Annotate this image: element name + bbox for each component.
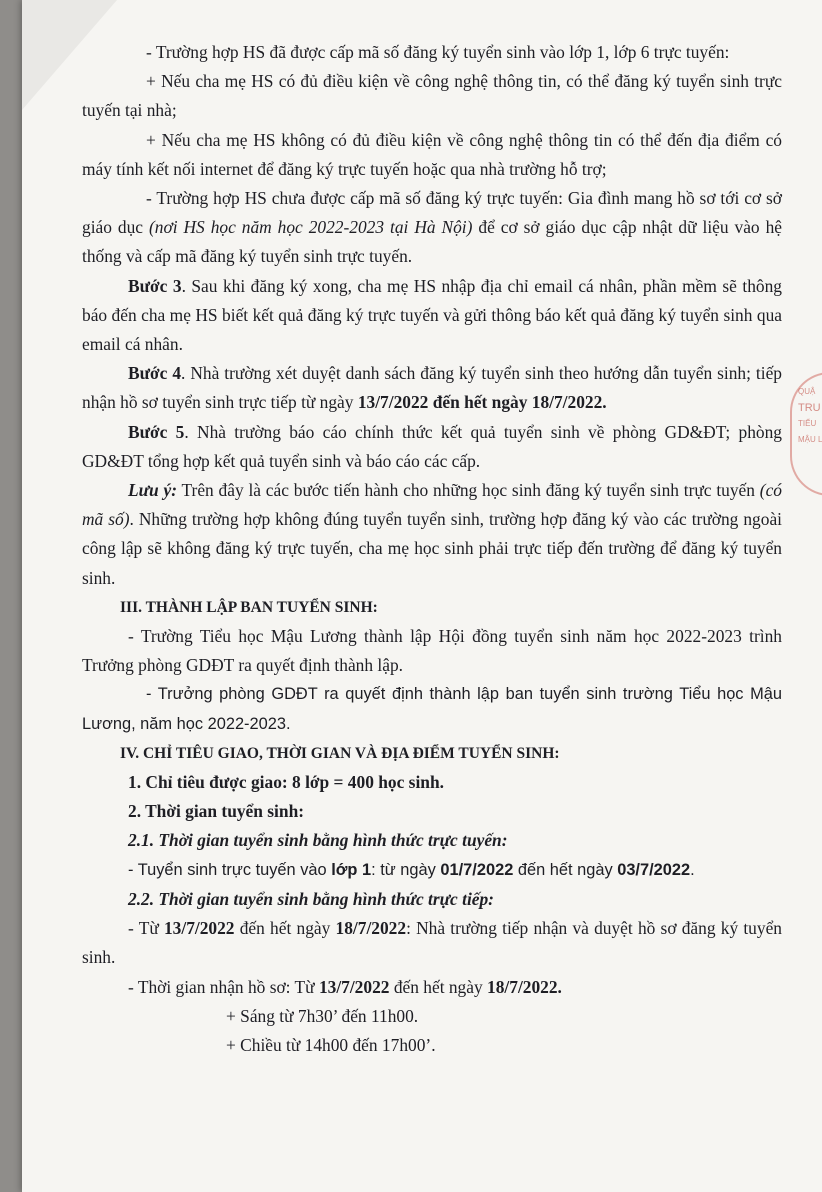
text-run: đến hết ngày: [234, 918, 336, 939]
paragraph-direct-dates: [82, 914, 782, 972]
paragraph-case-has-code: - Trường hợp HS đã được cấp mã số đăng ký tuyển sinh vào lớp 1, lớp 6 trực tuyến:: [146, 42, 730, 62]
text-run-italic: (nơi HS học năm học 2022-2023 tại Hà Nội): [148, 217, 473, 238]
date-bold: 18/7/2022: [335, 918, 407, 939]
paragraph-online-assisted: + Nếu cha mẹ HS không có đủ điều kiện về công nghệ thông tin có thể đến địa điểm có máy tính kết nối internet để đăng ký trực tuyến hoặc qua nhà trường hỗ trợ;: [82, 129, 782, 179]
paragraph-morning-hours: + Sáng từ 7h30’ đến 11h00.: [226, 1005, 419, 1026]
stamp-text-2: TRU: [798, 402, 821, 414]
text-run: - Tuyển sinh trực tuyến vào: [128, 860, 332, 879]
paragraph-step-3: [82, 272, 782, 360]
text-run: .: [690, 860, 695, 879]
paragraph-council: - Trường Tiểu học Mậu Lương thành lập Hội đồng tuyển sinh năm học 2022-2023 trình Trưởng phòng GDĐT ra quyết định thành lập.: [82, 626, 782, 676]
text-run: đến hết ngày: [513, 860, 618, 879]
text-run: . Những trường hợp không đúng tuyển tuyển sinh, trường hợp đăng ký vào các trường ngoài công lập sẽ không đăng ký trực tuyến, cha mẹ học sinh phải trực tiếp đến trường để đăng ký tuyển sinh.: [82, 509, 782, 588]
stamp-text-4: MẬU L: [798, 435, 822, 444]
paragraph-step-5: [82, 418, 782, 476]
document-page: [22, 0, 822, 1192]
school-stamp: [790, 372, 822, 496]
subheading-time: [82, 797, 782, 826]
direct-time-text: 2.2. Thời gian tuyển sinh bằng hình thức trực tiếp:: [128, 888, 494, 909]
subheading-quota: [82, 768, 782, 797]
date-bold: 13/7/2022: [163, 918, 235, 939]
paragraph-case-no-code: [82, 184, 782, 272]
date-bold: 13/7/2022: [318, 976, 390, 997]
subheading-direct-time: [82, 885, 782, 914]
paragraph-online-at-home: + Nếu cha mẹ HS có đủ điều kiện về công nghệ thông tin, có thể đăng ký tuyển sinh trực tuyến tại nhà;: [82, 71, 782, 121]
paragraph-online-dates: [82, 856, 782, 885]
text-run: : từ ngày: [371, 860, 441, 879]
quota-text: 1. Chỉ tiêu được giao: 8 lớp = 400 học sinh.: [128, 772, 444, 793]
text-run: . Nhà trường báo cáo chính thức kết quả tuyển sinh về phòng GD&ĐT; phòng GD&ĐT tổng hợp kết quả tuyển sinh và báo cáo các cấp.: [82, 421, 782, 471]
subheading-online-time: [82, 826, 782, 855]
paragraph-step-4: [82, 359, 782, 417]
grade-bold: lớp 1: [331, 860, 372, 879]
paragraph-afternoon-hours: + Chiều từ 14h00 đến 17h00’.: [226, 1034, 436, 1055]
paragraph-receive-time: [82, 973, 782, 1002]
time-text: 2. Thời gian tuyển sinh:: [128, 801, 305, 822]
date-bold: 01/7/2022: [440, 860, 514, 879]
date-bold: 18/7/2022.: [487, 976, 562, 997]
section-heading-iv: IV. CHỈ TIÊU GIAO, THỜI GIAN VÀ ĐỊA ĐIỂM TUYỂN SINH:: [120, 744, 560, 762]
stamp-text-3: TIỂU: [798, 419, 817, 428]
date-bold: 03/7/2022: [617, 860, 691, 879]
step-label: Bước 5: [128, 421, 185, 442]
document-body: [82, 38, 782, 1060]
text-run: : Nhà trường tiếp nhận và duyệt hồ sơ đăng ký tuyển sinh.: [82, 918, 782, 968]
note-label: Lưu ý:: [128, 480, 178, 501]
text-run: Trên đây là các bước tiến hành cho những học sinh đăng ký tuyển sinh trực tuyến: [177, 480, 760, 501]
text-run: . Sau khi đăng ký xong, cha mẹ HS nhập địa chỉ email cá nhân, phần mềm sẽ thông báo đến cha mẹ HS biết kết quả đăng ký trực tuyến và gửi thông báo kết quả đăng ký tuyển sinh qua email cá nhân.: [82, 275, 782, 355]
paragraph-board-decision: - Trưởng phòng GDĐT ra quyết định thành lập ban tuyển sinh trường Tiểu học Mậu Lương, năm học 2022-2023.: [82, 685, 782, 733]
date-range-bold: 13/7/2022 đến hết ngày 18/7/2022.: [357, 392, 607, 413]
text-run: - Trường hợp HS chưa được cấp mã số đăng ký trực tuyến: Gia đình mang hồ sơ tới cơ sở giáo dục: [82, 188, 782, 238]
text-run: đến hết ngày: [389, 976, 488, 997]
step-label: Bước 4: [128, 363, 182, 384]
step-label: Bước 3: [128, 275, 182, 296]
paragraph-note: [82, 476, 782, 593]
text-run: . Nhà trường xét duyệt danh sách đăng ký tuyển sinh theo hướng dẫn tuyển sinh; tiếp nhận hồ sơ tuyển sinh trực tiếp từ ngày: [82, 363, 782, 413]
section-heading-iii: III. THÀNH LẬP BAN TUYỂN SINH:: [120, 598, 378, 616]
online-time-text: 2.1. Thời gian tuyển sinh bằng hình thức trực tuyến:: [128, 830, 508, 851]
stamp-text-1: QUẬ: [798, 387, 816, 396]
text-run: - Từ: [128, 918, 164, 939]
text-run: để cơ sở giáo dục cập nhật dữ liệu vào hệ thống và cấp mã đăng ký tuyển sinh trực tuyến.: [82, 217, 782, 267]
text-run-italic: (có mã số): [82, 480, 782, 530]
text-run: - Thời gian nhận hồ sơ: Từ: [128, 976, 319, 997]
